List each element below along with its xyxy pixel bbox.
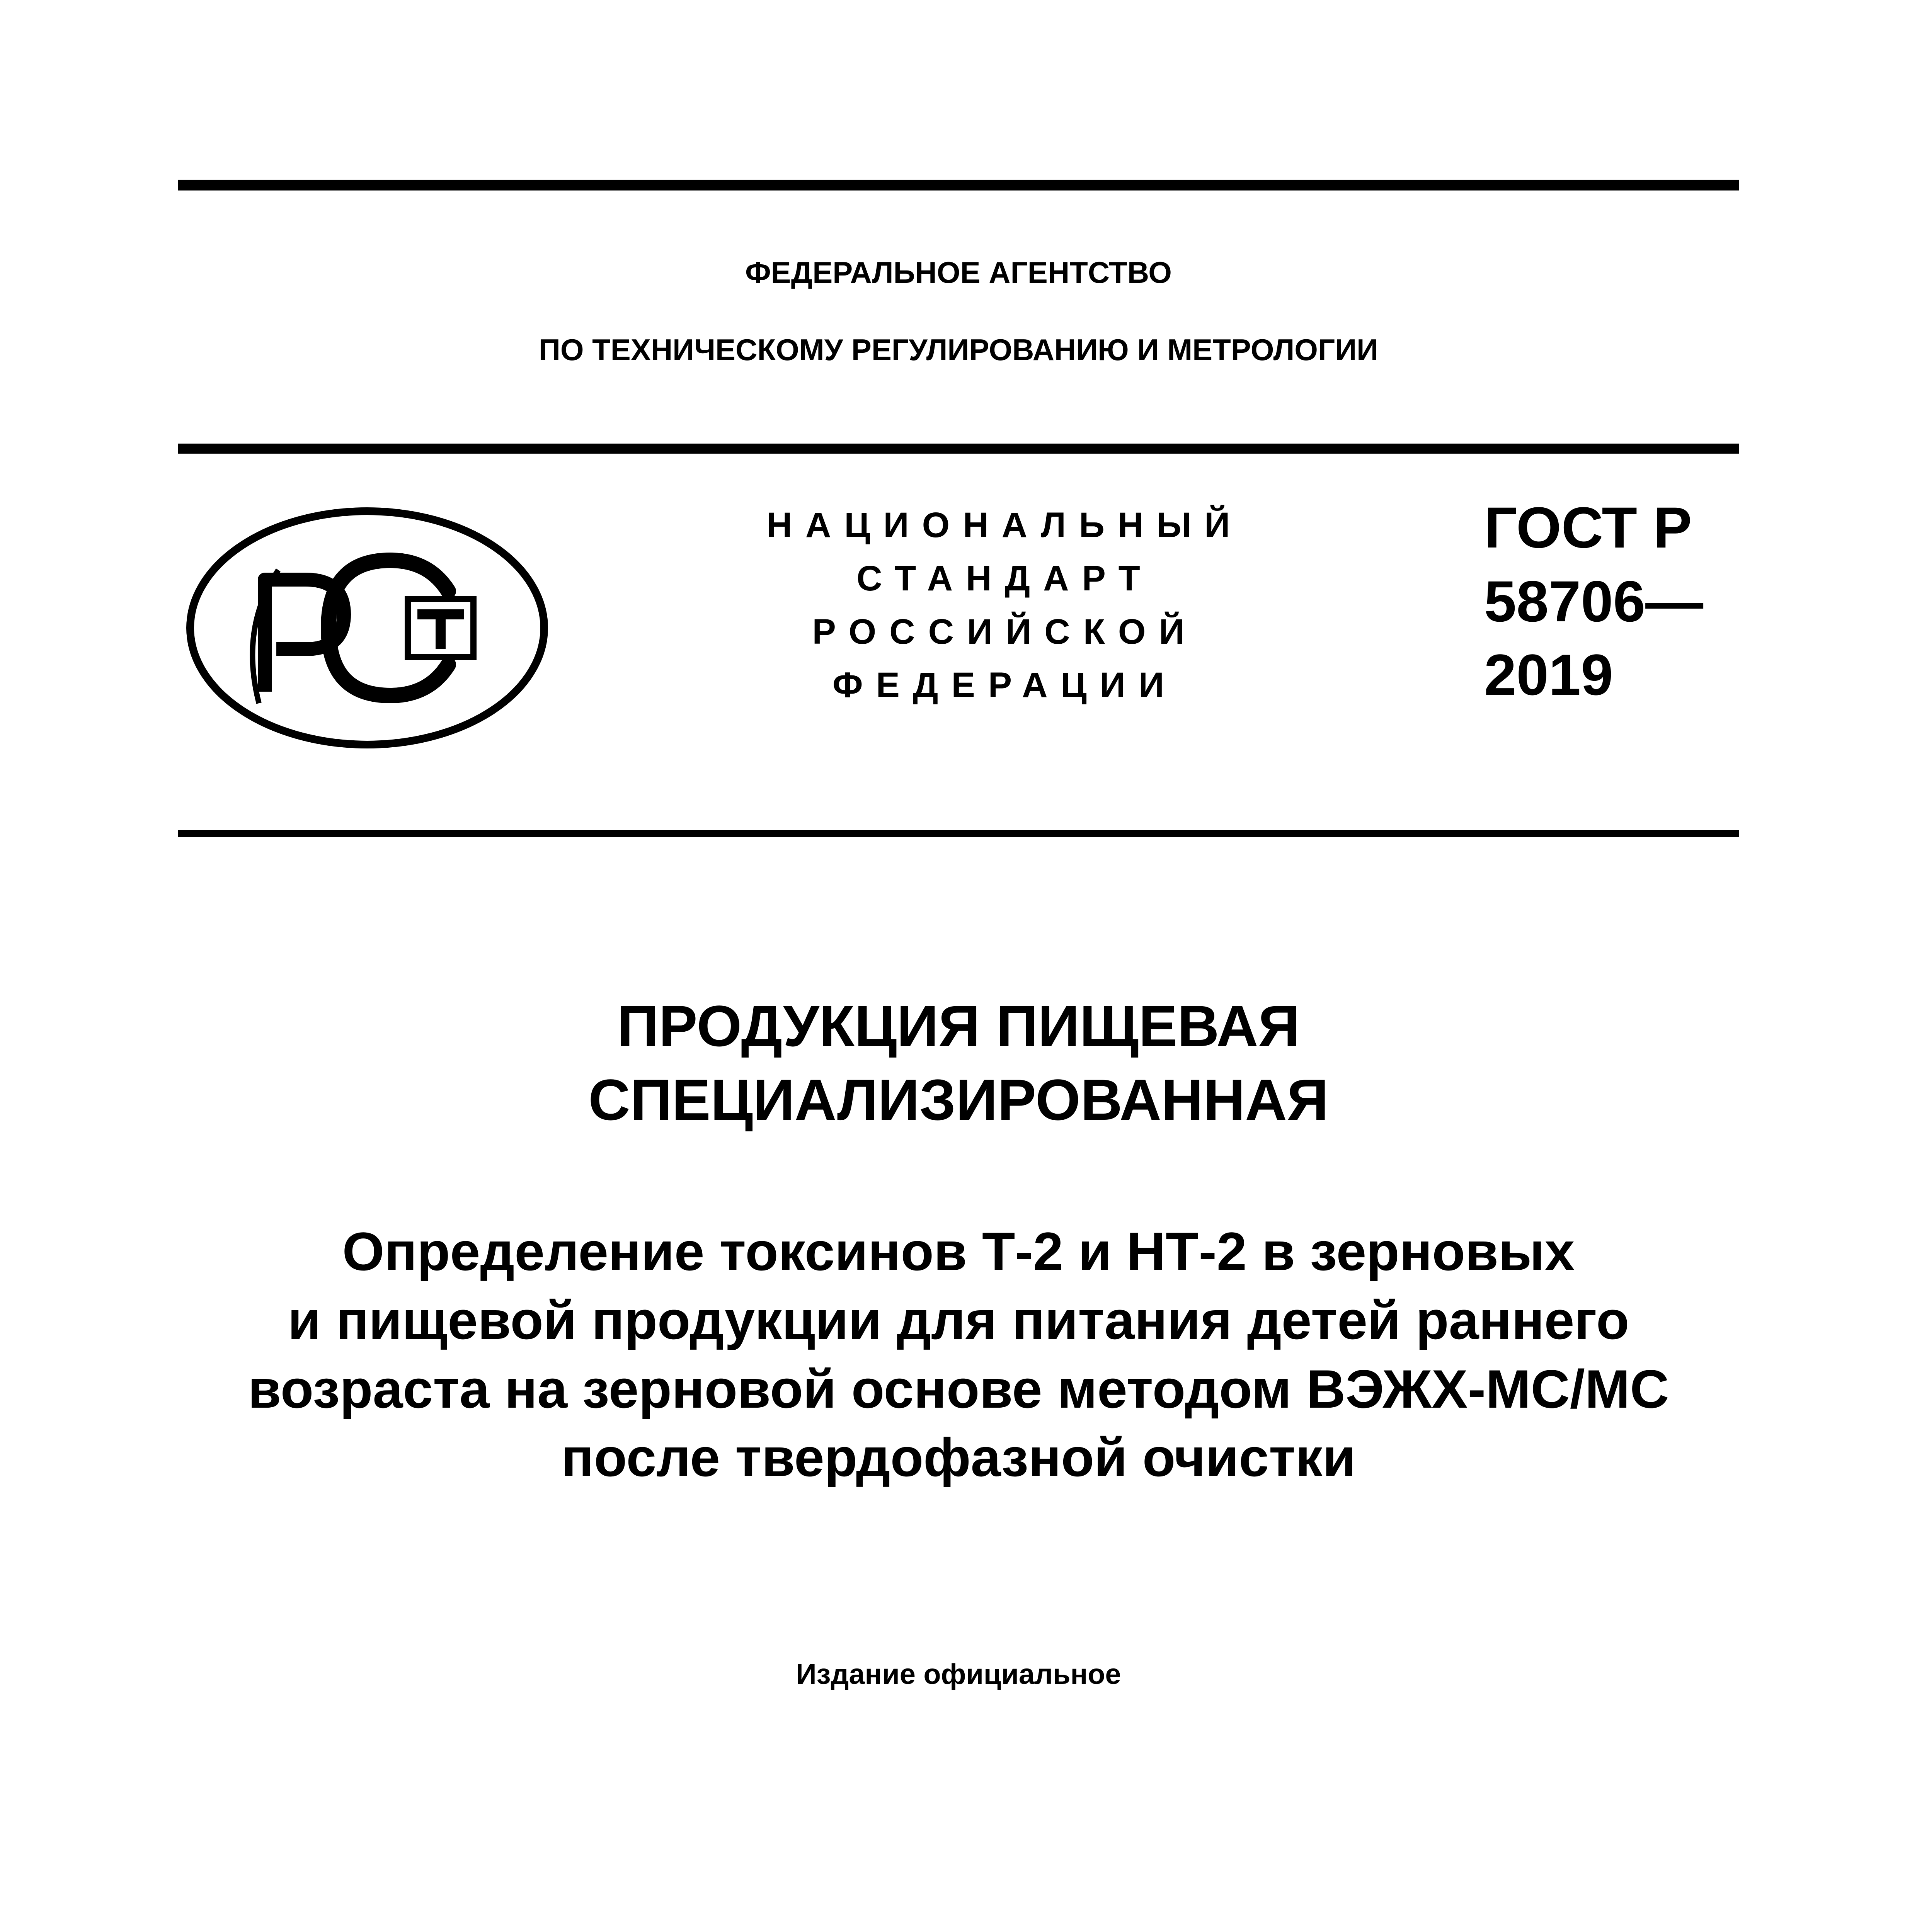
subtitle-line-3: возраста на зерновой основе методом ВЭЖХ-МС/МС <box>248 1358 1669 1419</box>
gost-line-1: ГОСТ Р <box>1484 495 1692 560</box>
bottom-rule <box>178 830 1739 837</box>
document-subtitle <box>178 1217 1739 1492</box>
subtitle-line-2: и пищевой продукции для питания детей раннего <box>288 1289 1629 1350</box>
agency-line-1: ФЕДЕРАЛЬНОЕ АГЕНТСТВО <box>745 255 1172 289</box>
gost-designation <box>1484 491 1755 712</box>
agency-line-2: ПО ТЕХНИЧЕСКОМУ РЕГУЛИРОВАНИЮ И МЕТРОЛОГИИ <box>538 333 1379 367</box>
gost-r-logo-icon <box>182 502 553 753</box>
subtitle-line-4: после твердофазной очистки <box>561 1427 1356 1488</box>
title-line-2: СПЕЦИАЛИЗИРОВАННАЯ <box>588 1067 1329 1132</box>
document-title <box>178 989 1739 1136</box>
edition-label: Издание официальное <box>796 1658 1121 1690</box>
gost-line-2: 58706— <box>1484 568 1704 634</box>
title-line-1: ПРОДУКЦИЯ ПИЩЕВАЯ <box>617 993 1300 1058</box>
middle-rule <box>178 444 1739 454</box>
national-standard-label <box>715 498 1295 712</box>
national-line-3: РОССИЙСКОЙ <box>812 612 1198 651</box>
national-line-1: НАЦИОНАЛЬНЫЙ <box>766 505 1243 545</box>
subtitle-line-1: Определение токсинов Т-2 и НТ-2 в зерновых <box>342 1221 1575 1282</box>
national-line-4: ФЕДЕРАЦИИ <box>833 665 1177 705</box>
national-line-2: СТАНДАРТ <box>856 559 1153 598</box>
gost-line-3: 2019 <box>1484 642 1613 707</box>
top-rule <box>178 180 1739 190</box>
